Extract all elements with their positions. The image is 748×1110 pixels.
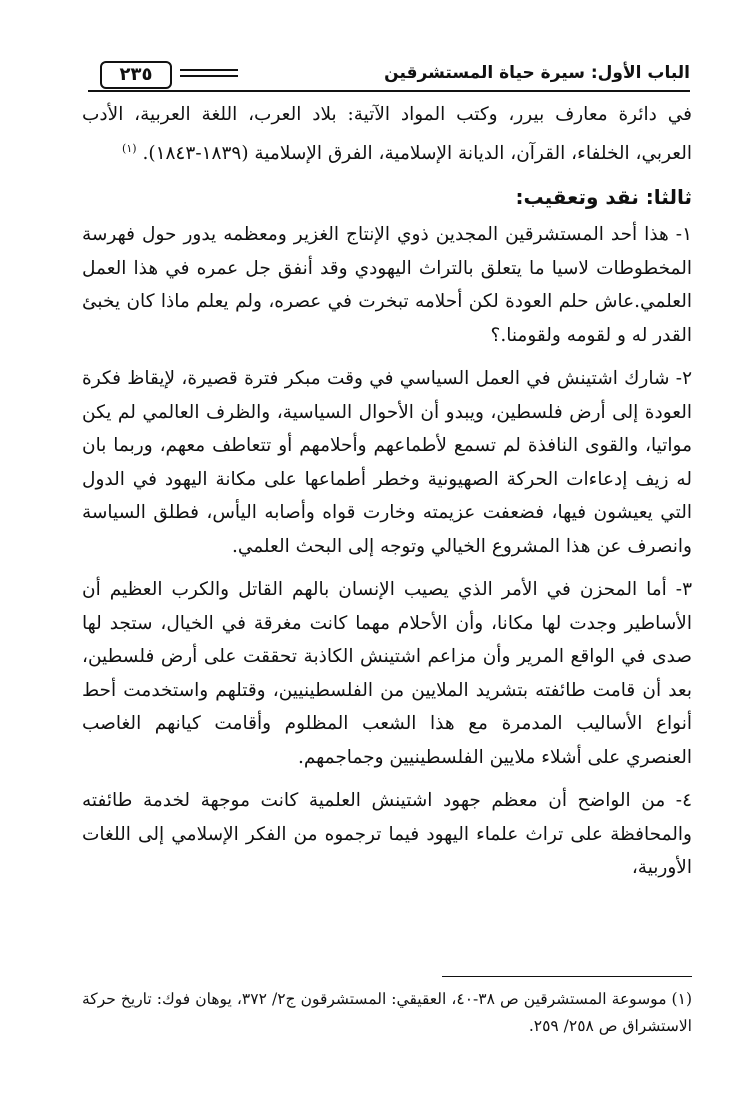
page-number-box: [100, 61, 172, 89]
footnote-separator: [442, 976, 692, 977]
page-number: ٢٣٥: [119, 64, 153, 85]
intro-paragraph-text: في دائرة معارف بيرر، وكتب المواد الآتية: بلاد العرب، اللغة العربية، الأدب العربي، الخلفاء، القرآن، الديانة الإسلامية، الفرق الإسلامية (١٨٣٩-١٨٤٣).: [82, 104, 692, 164]
section-heading: ثالثا: نقد وتعقيب:: [515, 185, 692, 210]
paragraph-3: ٣- أما المحزن في الأمر الذي يصيب الإنسان بالهم القاتل والكرب العظيم أن الأساطير وجدت لها مكانا، وأن الأحلام مهما كانت مغرقة في الخيال، ستجد لها صدى في الواقع المرير وأن مزاعم اشتينش الكاذبة تحققت على أرض فلسطين، بعد أن قامت طائفته بتشريد الملايين من الفلسطينيين، وقتلهم واستخدمت أحط أنواع الأساليب المدمرة مع هذا الشعب المظلوم وأقامت كيانهم الغاصب العنصري على أشلاء ملايين الفلسطينيين وجماجمهم.: [82, 579, 692, 768]
header-rule: [88, 90, 690, 92]
header-ornament-lines: [180, 69, 238, 81]
running-title: الباب الأول: سيرة حياة المستشرقين: [384, 63, 690, 83]
paragraph-2: ٢- شارك اشتينش في العمل السياسي في وقت مبكر فترة قصيرة، لإيقاظ فكرة العودة إلى أرض فلسطين، ويبدو أن الأحوال السياسية، والظرف العالمي لم يكن مواتيا، والقوى النافذة لم تسمع لأطماعهم وأحلامهم أو تتعاطف معهم، وربما بان له زيف إدعاءات الحركة الصهيونية وخطر أطماعها على مكانة اليهود في الدول التي يعيشون فيها، فضعفت عزيمته وخارت قواه وأصابه اليأس، فطلق السياسة وانصرف عن هذا المشروع الخيالي وتوجه إلى البحث العلمي.: [82, 368, 692, 557]
paragraph-1: ١- هذا أحد المستشرقين المجدين ذوي الإنتاج الغزير ومعظمه يدور حول فهرسة المخطوطات لاسيا ما يتعلق بالتراث اليهودي وقد أنفق جل عمره في هذا العمل العلمي.عاش حلم العودة لكن أحلامه تبخرت في عصره، ولم يعلم ماذا كان يخبئ القدر له و لقومه ولقومنا.؟: [82, 224, 692, 346]
intro-paragraph: [82, 98, 692, 170]
paragraph-4: ٤- من الواضح أن معظم جهود اشتينش العلمية كانت موجهة لخدمة طائفته والمحافظة على تراث علماء اليهود فيما ترجموه من الفكر الإسلامي إلى اللغات الأوربية،: [82, 790, 692, 879]
page-header: [88, 50, 690, 90]
body-text: [82, 98, 692, 885]
footnote-reference: (١): [122, 141, 137, 155]
footnote: (١) موسوعة المستشرقين ص ٣٨-٤٠، العقيقي: المستشرقون ج٢/ ٣٧٢، يوهان فوك: تاريخ حركة الاستشراق ص ٢٥٨/ ٢٥٩.: [82, 990, 692, 1035]
